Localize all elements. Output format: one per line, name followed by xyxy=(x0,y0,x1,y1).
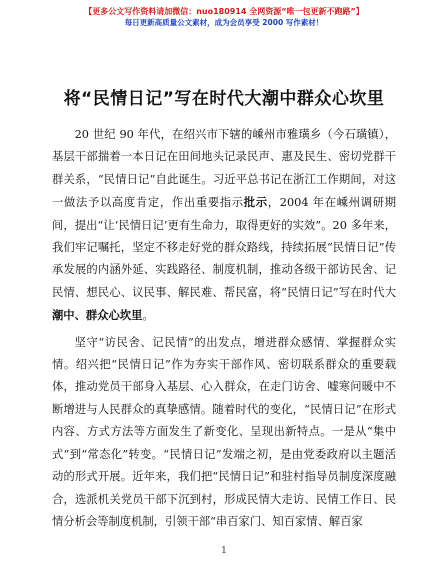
bold-text-run: 批示 xyxy=(243,195,268,210)
banner-promo-line: 【更多公文写作资料请加微信：nuo180914 全网资源“唯一包更新不跑路”】 xyxy=(84,7,364,16)
bold-text-run: 潮中、群众心坎里 xyxy=(52,308,143,323)
document-body xyxy=(52,124,396,537)
banner-membership-line: 每日更新高质量公文素材，成为会员享受 2000 写作素材！ xyxy=(124,18,324,27)
text-run: 20 世纪 90 年代，在绍兴市下辖的嵊州市雅璜乡（今石璜镇），基层干部揣着一本日记在田间地头记录民声、惠及民生、密切党群干群关系，“民情日记”自此诞生。习近平总书记在浙江工作期间，对这一做法予以高度肯定，作出重要指示 xyxy=(52,128,396,210)
document-title: 将“民情日记”写在时代大潮中群众心坎里 xyxy=(63,89,385,109)
header-banner xyxy=(0,6,448,28)
text-run: ，2004 年在嵊州调研期间，提出“让‘民情日记’更有生命力，取得更好的实效”。20 多年来，我们牢记嘱托，坚定不移走好党的群众路线，持续拓展“民情日记”传承发展的内涵外延、实践路径、制度机制，推动各级干部访民舍、记民情、想民心、议民事、解民难、帮民富，将“民情日记”写在时代大 xyxy=(52,196,396,299)
text-run: 。 xyxy=(142,309,154,323)
page-number: 1 xyxy=(221,546,227,556)
text-run: 坚守“访民舍、记民情”的出发点，增进群众感情、掌握群众实情。绍兴把“民情日记”作为夯实干部作风、密切联系群众的重要载体，推动党员干部身入基层、心入群众，在走门访舍、嘘寒问暖中不断增进与人民群众的真挚感情。随着时代的变化，“民情日记”在形式内容、方式方法等方面发生了新变化、呈现出新特点。一是从“集中式”到“常态化”转变。“民情日记”发端之初，是由党委政府以主题活动的形式开展。近年来，我们把“民情日记”和驻村指导员制度深度融合，选派机关党员干部下沉到村，形成民情大走访、民情工作日、民情分析会等制度机制，引领干部“串百家门、知百家情、解百家 xyxy=(52,335,396,528)
paragraph-2 xyxy=(52,332,396,534)
paragraph-1 xyxy=(52,124,396,328)
